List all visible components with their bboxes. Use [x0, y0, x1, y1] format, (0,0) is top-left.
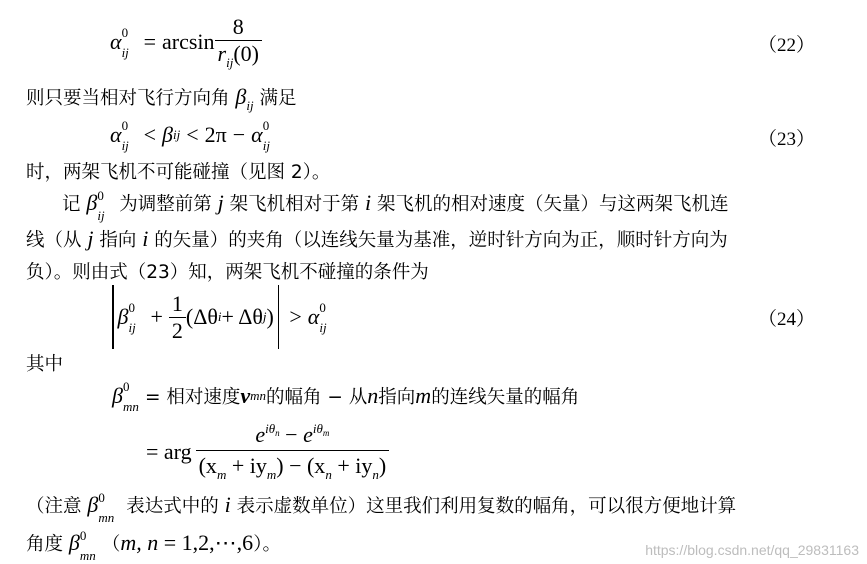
- paragraph-2-line-1: 记 β 0 ij 为调整前第 j 架飞机相对于第 i 架飞机的相对速度（矢量）与这两架飞机连: [62, 188, 729, 223]
- abs-bar-right: [278, 285, 280, 349]
- text-qizhong: 其中: [26, 354, 64, 375]
- paragraph-2-line-2: 线（从 j 指向 i 的矢量）的夹角（以连线矢量为基准，逆时针方向为正，顺时针方向为: [26, 226, 728, 251]
- equation-number-23: （23）: [757, 129, 815, 150]
- watermark: https://blog.csdn.net/qq_29831163: [645, 542, 859, 558]
- fraction: $\frac{8}{r_{ij}(0)}$: [215, 14, 262, 71]
- arg-fraction: $\frac{e^{i\theta n} - e^{i\theta m}}{(x_m + iy_m) - (x_n + iy_n)}$: [196, 421, 390, 483]
- note-line: （注意 β 0 mn 表达式中的 i 表示虚数单位）这里我们利用复数的幅角，可以很方便地计算: [26, 490, 737, 525]
- equation-24: β 0 ij + $\frac{1}{2}$ (Δθ i + Δθ j ) > α 0 ij: [108, 284, 335, 350]
- equation-number-24: （24）: [757, 309, 815, 330]
- last-line: 角度 β 0 mn （m, n = 1,2,⋯,6）。: [26, 528, 281, 563]
- beta-mn-definition: β 0 mn = 相对速度 v mn 的幅角 − 从 n 指向 m 的连线矢量的幅角: [112, 379, 580, 414]
- alpha-symbol: α: [110, 29, 122, 54]
- arg-equation: = arg $\frac{e^{i\theta n} - e^{i\theta m}}{(x_m + iy_m) - (x_n + iy_n)}$: [146, 418, 389, 486]
- half-fraction: $\frac{1}{2}$: [169, 291, 186, 344]
- text-line-condition: 则只要当相对飞行方向角 $\beta_{ij}$ 满足: [26, 84, 297, 113]
- equation-number-22: （22）: [757, 35, 815, 56]
- abs-bar-left: [112, 285, 114, 349]
- text-line-no-collision: 时，两架飞机不可能碰撞（见图 2）。: [26, 162, 331, 183]
- paragraph-2-line-3: 负）。则由式（23）知，两架飞机不碰撞的条件为: [26, 262, 429, 283]
- equation-23: α 0 ij < β ij < 2π − α 0 ij: [110, 118, 270, 153]
- equation-22: α 0 ij = arcsin $\frac{8}{r_{ij}(0)}$: [110, 12, 262, 72]
